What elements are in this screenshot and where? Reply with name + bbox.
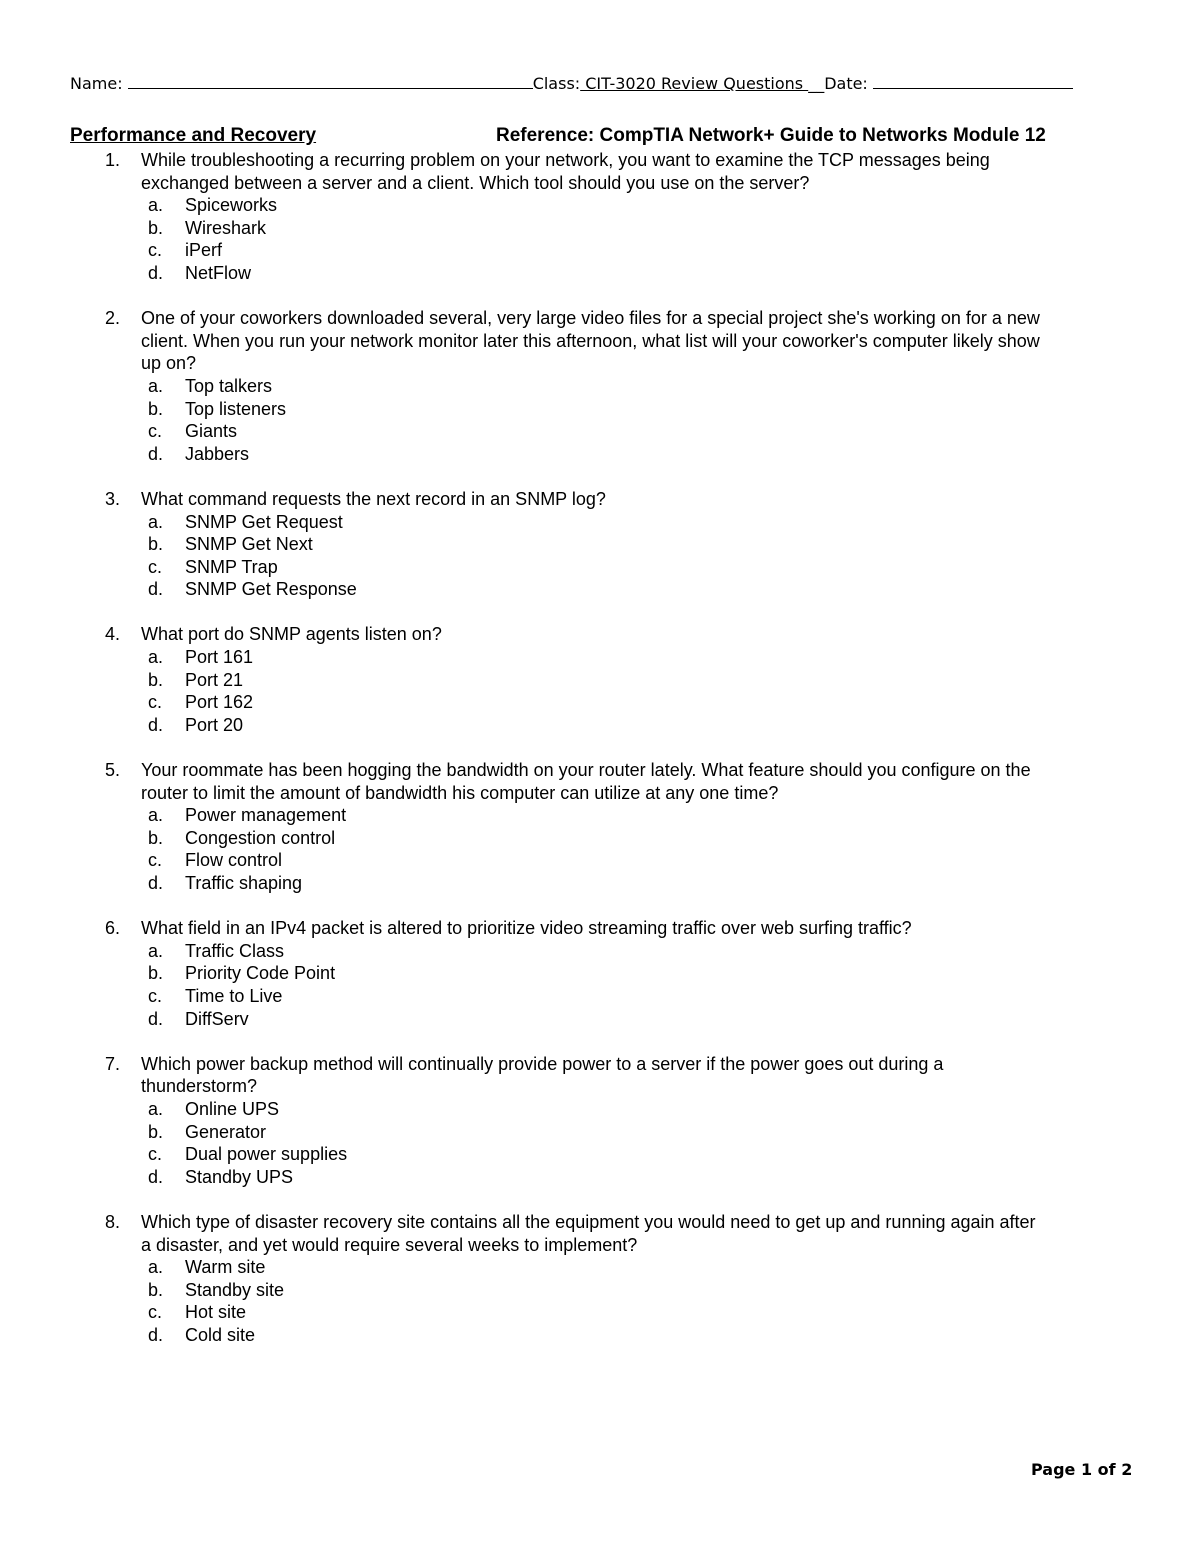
option-text: SNMP Get Response	[185, 579, 357, 600]
option-letter: d.	[148, 443, 164, 464]
answer-option[interactable]	[0, 443, 1200, 466]
question-number-cell	[0, 488, 141, 511]
question-list	[0, 149, 1200, 1346]
option-letter: b.	[148, 669, 164, 690]
option-text: DiffServ	[185, 1008, 249, 1029]
option-letter: c.	[148, 850, 163, 871]
question-1	[0, 149, 1200, 285]
option-text: Online UPS	[185, 1098, 280, 1119]
question-line	[0, 917, 1200, 940]
answer-option[interactable]	[0, 511, 1200, 534]
option-text: Port 161	[185, 647, 254, 668]
option-text: Dual power supplies	[185, 1144, 348, 1165]
question-text: What port do SNMP agents listen on?	[141, 624, 442, 645]
question-7	[0, 1053, 1200, 1189]
question-line	[0, 1234, 1200, 1257]
question-number-cell	[0, 623, 141, 646]
answer-option[interactable]	[0, 827, 1200, 850]
option-text: SNMP Trap	[185, 556, 278, 577]
question-number-cell	[0, 759, 141, 782]
answer-option[interactable]	[0, 691, 1200, 714]
option-text: Standby site	[185, 1279, 285, 1300]
option-letter: d.	[148, 873, 164, 893]
option-text: SNMP Get Next	[185, 534, 313, 555]
question-text: thunderstorm?	[141, 1076, 258, 1097]
option-letter: d.	[148, 1166, 164, 1187]
question-number: 6.	[105, 918, 121, 939]
question-5	[0, 759, 1200, 895]
answer-option[interactable]	[0, 714, 1200, 737]
option-letter: d.	[148, 714, 164, 735]
option-text: Top listeners	[185, 398, 287, 419]
option-letter: c.	[148, 556, 163, 577]
question-line	[0, 488, 1200, 511]
answer-option[interactable]	[0, 556, 1200, 579]
answer-option[interactable]	[0, 1143, 1200, 1166]
option-letter: d.	[148, 579, 164, 600]
question-text: client. When you run your network monitor later this afternoon, what list will your coworker's computer likely show	[141, 330, 1040, 351]
name-blank[interactable]	[128, 74, 533, 89]
question-spacer	[0, 1030, 1200, 1053]
option-letter: b.	[148, 217, 164, 238]
question-spacer	[0, 1188, 1200, 1211]
answer-option[interactable]	[0, 940, 1200, 963]
question-text: router to limit the amount of bandwidth his computer can utilize at any one time?	[141, 782, 779, 803]
header-fields	[70, 74, 1120, 93]
question-number-cell	[0, 1053, 141, 1076]
question-2	[0, 307, 1200, 465]
answer-option[interactable]	[0, 849, 1200, 872]
question-spacer	[0, 465, 1200, 488]
option-text: Generator	[185, 1121, 267, 1142]
question-line	[0, 352, 1200, 375]
option-text: Hot site	[185, 1302, 247, 1323]
question-number-cell	[0, 172, 141, 195]
answer-option[interactable]	[0, 1166, 1200, 1189]
option-letter: d.	[148, 1324, 164, 1345]
option-text: Traffic shaping	[185, 873, 303, 893]
page-number: Page 1 of 2	[1031, 1460, 1133, 1479]
option-text: Cold site	[185, 1324, 256, 1345]
question-number: 5.	[105, 760, 121, 781]
class-trail: __	[808, 74, 825, 93]
answer-option[interactable]	[0, 646, 1200, 669]
option-letter: a.	[148, 1098, 164, 1119]
question-line	[0, 172, 1200, 195]
answer-option[interactable]	[0, 217, 1200, 240]
option-text: Priority Code Point	[185, 963, 336, 984]
question-text: One of your coworkers downloaded several, very large video files for a special project she's working on for a new	[141, 308, 1040, 329]
option-letter: b.	[148, 398, 164, 419]
option-text: Warm site	[185, 1257, 266, 1278]
option-text: Time to Live	[185, 985, 283, 1006]
question-8	[0, 1211, 1200, 1347]
question-3	[0, 488, 1200, 601]
option-letter: c.	[148, 421, 163, 442]
question-number: 1.	[105, 150, 121, 170]
question-6	[0, 917, 1200, 1030]
option-text: Power management	[185, 805, 347, 826]
answer-option[interactable]	[0, 804, 1200, 827]
question-number: 7.	[105, 1053, 121, 1074]
answer-option[interactable]	[0, 985, 1200, 1008]
answer-option[interactable]	[0, 262, 1200, 285]
name-label: Name:	[70, 74, 123, 93]
option-letter: a.	[148, 195, 164, 216]
reference-title: Reference: CompTIA Network+ Guide to Networks Module 12	[496, 125, 1046, 146]
answer-option[interactable]	[0, 578, 1200, 601]
question-number-cell	[0, 917, 141, 940]
option-letter: d.	[148, 1008, 164, 1029]
option-letter: b.	[148, 1279, 164, 1300]
question-text: Which power backup method will continually provide power to a server if the power goes out during a	[141, 1053, 944, 1074]
option-text: Flow control	[185, 850, 283, 871]
option-text: NetFlow	[185, 262, 252, 283]
option-letter: a.	[148, 375, 164, 396]
question-text: What field in an IPv4 packet is altered to prioritize video streaming traffic over web surfing traffic?	[141, 918, 912, 939]
option-text: Jabbers	[185, 443, 250, 464]
question-number-cell	[0, 1075, 141, 1098]
option-letter: d.	[148, 262, 164, 283]
answer-option[interactable]	[0, 1301, 1200, 1324]
option-letter: a.	[148, 805, 164, 826]
answer-option[interactable]	[0, 669, 1200, 692]
option-letter: c.	[148, 1302, 163, 1323]
class-value: CIT-3020 Review Questions	[580, 74, 809, 93]
option-text: Wireshark	[185, 217, 267, 238]
section-title: Performance and Recovery	[70, 125, 317, 146]
question-spacer	[0, 736, 1200, 759]
question-number-cell	[0, 1211, 141, 1234]
option-letter: b.	[148, 534, 164, 555]
option-letter: c.	[148, 240, 163, 261]
class-label: Class:	[532, 74, 581, 93]
question-number: 8.	[105, 1211, 121, 1232]
answer-option[interactable]	[0, 420, 1200, 443]
option-letter: b.	[148, 963, 164, 984]
question-number: 4.	[105, 624, 121, 645]
answer-option[interactable]	[0, 398, 1200, 421]
question-text: up on?	[141, 353, 197, 374]
option-text: Port 21	[185, 669, 244, 690]
option-text: Port 20	[185, 714, 244, 735]
date-label: Date:	[824, 74, 868, 93]
answer-option[interactable]	[0, 1324, 1200, 1347]
answer-option[interactable]	[0, 239, 1200, 262]
question-line	[0, 782, 1200, 805]
question-number-cell	[0, 782, 141, 805]
option-text: Standby UPS	[185, 1166, 294, 1187]
question-number-cell	[0, 307, 141, 330]
answer-option[interactable]	[0, 1279, 1200, 1302]
option-text: SNMP Get Request	[185, 511, 343, 532]
question-text: What command requests the next record in an SNMP log?	[141, 488, 606, 509]
question-number-cell	[0, 149, 141, 172]
option-letter: a.	[148, 511, 164, 532]
question-line	[0, 1053, 1200, 1076]
option-letter: b.	[148, 1121, 164, 1142]
question-number-cell	[0, 330, 141, 353]
question-number: 3.	[105, 488, 121, 509]
option-text: Congestion control	[185, 827, 336, 848]
answer-option[interactable]	[0, 962, 1200, 985]
question-line	[0, 1075, 1200, 1098]
question-line	[0, 1211, 1200, 1234]
option-text: Port 162	[185, 692, 254, 713]
answer-option[interactable]	[0, 1121, 1200, 1144]
answer-option[interactable]	[0, 533, 1200, 556]
option-letter: c.	[148, 1144, 163, 1165]
date-blank[interactable]	[873, 74, 1073, 89]
option-letter: a.	[148, 647, 164, 668]
answer-option[interactable]	[0, 1098, 1200, 1121]
question-spacer	[0, 601, 1200, 624]
question-number: 2.	[105, 308, 121, 329]
question-spacer	[0, 285, 1200, 308]
option-text: iPerf	[185, 240, 223, 261]
answer-option[interactable]	[0, 375, 1200, 398]
question-text: a disaster, and yet would require several weeks to implement?	[141, 1234, 638, 1255]
question-line	[0, 623, 1200, 646]
option-text: Giants	[185, 421, 238, 442]
option-letter: b.	[148, 827, 164, 848]
option-text: Traffic Class	[185, 940, 285, 961]
question-line	[0, 759, 1200, 782]
option-text: Top talkers	[185, 375, 273, 396]
option-letter: a.	[148, 940, 164, 961]
question-text: Your roommate has been hogging the bandwidth on your router lately. What feature should you configure on the	[141, 760, 1031, 781]
answer-option[interactable]	[0, 872, 1200, 895]
question-spacer	[0, 895, 1200, 918]
question-line	[0, 307, 1200, 330]
answer-option[interactable]	[0, 1256, 1200, 1279]
answer-option[interactable]	[0, 1008, 1200, 1031]
question-text: While troubleshooting a recurring problem on your network, you want to examine the TCP messages being	[141, 150, 990, 170]
question-number-cell	[0, 1234, 141, 1257]
question-4	[0, 623, 1200, 736]
question-line	[0, 330, 1200, 353]
option-text: Spiceworks	[185, 195, 278, 216]
question-text: exchanged between a server and a client. Which tool should you use on the server?	[141, 172, 810, 193]
answer-option[interactable]	[0, 194, 1200, 217]
option-letter: a.	[148, 1257, 164, 1278]
question-number-cell	[0, 352, 141, 375]
question-line	[0, 149, 1200, 172]
question-text: Which type of disaster recovery site contains all the equipment you would need to get up and running again after	[141, 1211, 1036, 1232]
option-letter: c.	[148, 985, 163, 1006]
option-letter: c.	[148, 692, 163, 713]
